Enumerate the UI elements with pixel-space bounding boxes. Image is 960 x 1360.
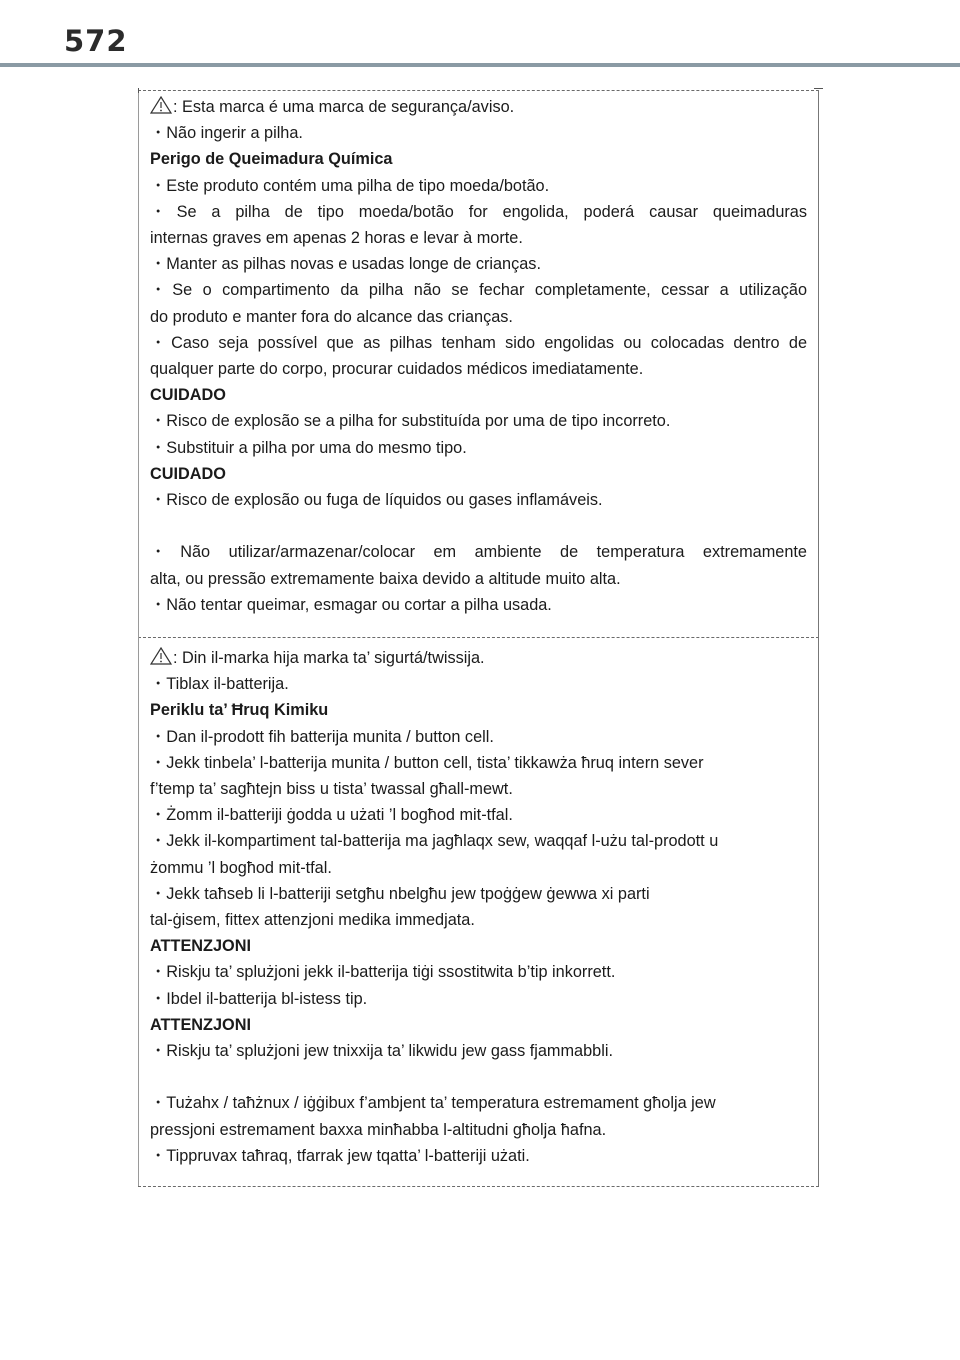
section-heading: Periklu ta’ Ħruq Kimiku <box>150 701 329 720</box>
blank-line <box>150 1064 807 1090</box>
section-heading: ATTENZJONI <box>150 1015 252 1034</box>
warning-mark-text: : Esta marca é uma marca de segurança/aviso. <box>173 98 515 116</box>
warning-box-maltese <box>138 637 819 1187</box>
section-heading: ATTENZJONI <box>150 937 252 956</box>
text-line: ・Dan il-prodott fih batterija munita / button cell. <box>150 727 494 746</box>
text-line: ・Não tentar queimar, esmagar ou cortar a pilha usada. <box>150 595 552 614</box>
text-line: ・Se o compartimento da pilha não se fechar completamente, cessar a utilização <box>150 281 807 300</box>
text-line: ・Ibdel il-batterija bl-istess tip. <box>150 989 368 1008</box>
text-line: ・Riskju ta’ splużjoni jekk il-batterija tiġi ssostitwita b’tip inkorrett. <box>150 963 616 982</box>
corner-mark <box>814 88 823 89</box>
text-line: tal-ġisem, fittex attenzjoni medika immedjata. <box>150 911 475 930</box>
text-line: ・Tużahx / taħżnux / iġġibux f’ambjent ta’ temperatura estremament għolja jew <box>150 1094 716 1113</box>
warning-mark-line <box>150 645 807 671</box>
warning-content-portuguese <box>150 94 807 618</box>
warning-mark-line <box>150 94 807 120</box>
warning-triangle-icon <box>150 647 172 665</box>
page-number: 572 <box>64 24 128 58</box>
text-line: ・Riskju ta’ splużjoni jew tnixxija ta’ likwidu jew gass fjammabbli. <box>150 1042 613 1061</box>
section-heading: CUIDADO <box>150 464 226 483</box>
section-heading: Perigo de Queimadura Química <box>150 150 393 169</box>
corner-mark <box>138 88 139 93</box>
warning-mark-text: : Din il-marka hija marka ta’ sigurtá/twissija. <box>173 649 485 667</box>
text-line: ・Jekk tinbela’ l-batterija munita / button cell, tista’ tikkawża ħruq intern sever <box>150 753 704 772</box>
text-line: ・Este produto contém uma pilha de tipo moeda/botão. <box>150 176 550 195</box>
text-line: ・Substituir a pilha por uma do mesmo tipo. <box>150 438 467 457</box>
text-line: żommu ’l bogħod mit-tfal. <box>150 858 332 877</box>
box-top-border <box>138 637 819 638</box>
text-line: f’temp ta’ sagħtejn biss u tista’ twassal għall-mewt. <box>150 780 513 799</box>
text-line: ・Caso seja possível que as pilhas tenham sido engolidas ou colocadas dentro de <box>150 333 807 352</box>
text-line: ・Se a pilha de tipo moeda/botão for engolida, poderá causar queimaduras <box>150 202 807 221</box>
text-line: alta, ou pressão extremamente baixa devido a altitude muito alta. <box>150 569 621 588</box>
text-line: pressjoni estremament baxxa minħabba l-altitudni għolja ħafna. <box>150 1120 607 1139</box>
text-line: qualquer parte do corpo, procurar cuidados médicos imediatamente. <box>150 360 644 379</box>
header-rule <box>0 63 960 67</box>
box-left-border <box>138 90 139 637</box>
paragraph-lines <box>150 671 807 1169</box>
text-line: do produto e manter fora do alcance das crianças. <box>150 307 513 326</box>
box-right-border <box>818 90 819 637</box>
text-line: ・Risco de explosão ou fuga de líquidos ou gases inflamáveis. <box>150 491 603 510</box>
warning-box-portuguese <box>138 90 819 637</box>
box-top-border <box>138 90 819 91</box>
blank-line <box>150 513 807 539</box>
text-line: ・Jekk il-kompartiment tal-batterija ma jagħlaqx sew, waqqaf l-użu tal-prodott u <box>150 832 719 851</box>
warning-triangle-icon <box>150 96 172 114</box>
text-line: ・Tippruvax taħraq, tfarrak jew tqatta’ l-batteriji użati. <box>150 1146 530 1165</box>
warning-content-maltese <box>150 645 807 1169</box>
text-line: ・Não ingerir a pilha. <box>150 124 303 143</box>
box-bottom-border <box>138 1186 819 1187</box>
text-line: ・Manter as pilhas novas e usadas longe de crianças. <box>150 255 541 274</box>
paragraph-lines <box>150 120 807 618</box>
section-heading: CUIDADO <box>150 386 226 405</box>
text-line: ・Risco de explosão se a pilha for substituída por uma de tipo incorreto. <box>150 412 671 431</box>
text-line: ・Tiblax il-batterija. <box>150 675 289 694</box>
text-line: internas graves em apenas 2 horas e levar à morte. <box>150 229 523 248</box>
box-right-border <box>818 637 819 1187</box>
box-left-border <box>138 637 139 1187</box>
text-line: ・Não utilizar/armazenar/colocar em ambiente de temperatura extremamente <box>150 543 807 562</box>
text-line: ・Jekk taħseb li l-batteriji setgħu nbelgħu jew tpoġġew ġewwa xi parti <box>150 884 650 903</box>
text-line: ・Żomm il-batteriji ġodda u użati ’l bogħod mit-tfal. <box>150 806 513 825</box>
